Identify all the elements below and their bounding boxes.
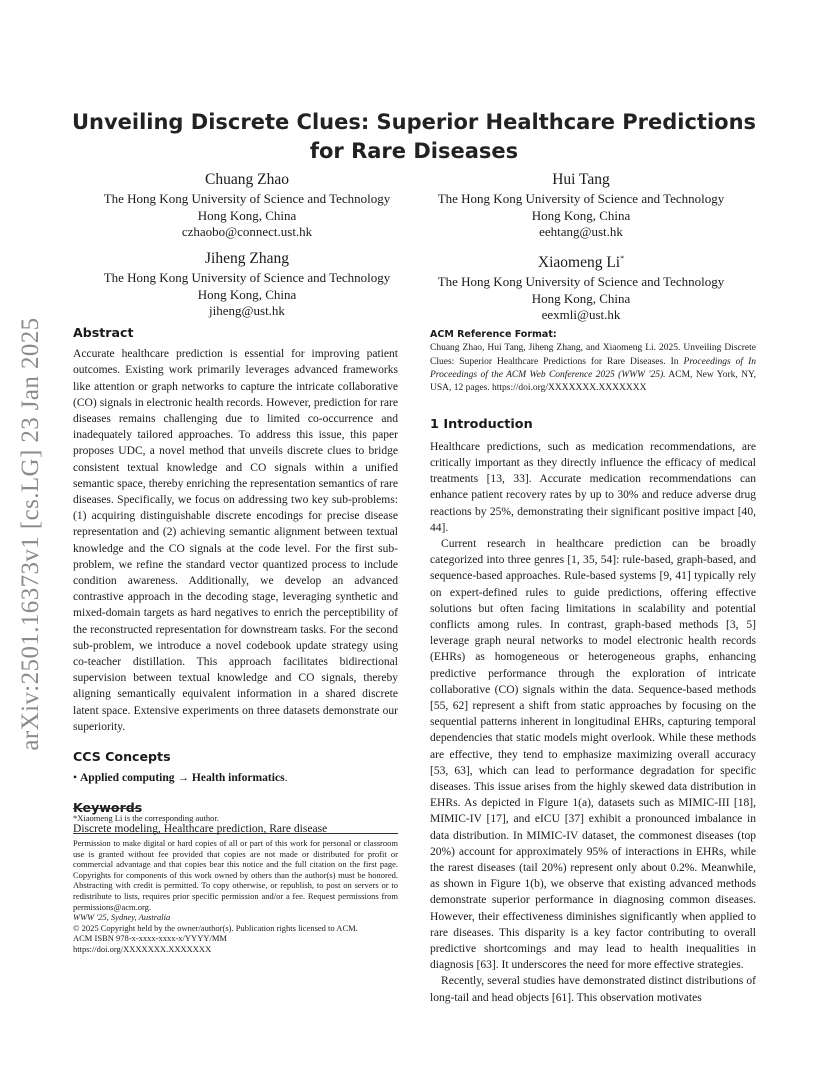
author-location: Hong Kong, China — [197, 286, 297, 302]
author-email[interactable]: jiheng@ust.hk — [209, 303, 285, 318]
ccs-period: . — [284, 772, 288, 785]
ccs-item — [73, 770, 398, 786]
acm-ref-part1: Chuang Zhao, Hui Tang, Jiheng Zhang, and Xiaomeng Li. 2025. Unveiling Discrete Clues: Superior Healthcare Predictions for Rare Diseases. In — [430, 343, 756, 367]
author-name: Xiaomeng Li — [537, 254, 621, 272]
author-affiliation: The Hong Kong University of Science and Technology — [103, 270, 391, 285]
intro-paragraph-2: Current research in healthcare prediction can be broadly categorized into three genres [1, 35, 54]: rule-based, graph-based, and sequence-based approaches. Rule-based systems [9, 41] typically rely on expert-defined rules to guide predictions, offering effective solutions but often facing limitations in scalability and potential conflicts among rules. In contrast, graph-based methods [3, 5] leverage graph neural networks to model electronic health records (EHRs) as homogeneous or heterogeneous graphs, enhancing predictive performance through the exploration of intricate collaborative (CO) signals within the data. Sequence-based methods [55, 62] represent a shift from static approaches by focusing on the sequential patterns inherent in longitudinal EHRs, capturing temporal dependencies that static models might overlook. While these methods are effective, they tend to emphasize maximizing overall accuracy [53, 63], which can lead to performance degradation for specific diseases. This issue arises from the highly skewed data distribution in EHRs. As depicted in Figure 1(a), datasets such as MIMIC-III [18], MIMIC-IV [17], and eICU [37] exhibit a pronounced imbalance in data distribution. In MIMIC-IV dataset, the commonest diseases (top 20%) account for approximately 95% of interactions in EHRs, while the rarest diseases (tail 20%) represent only about 0.2%. Meanwhile, as shown in Figure 1(b), we observe that existing advanced methods demonstrate superior performance in diagnosing common diseases. However, their effectiveness diminishes significantly when applied to rare diseases. This disparity is a key factor contributing to overall predictive shortcomings and may lead to health inequalities in diagnosis [63]. It underscores the need for more effective strategies. — [430, 537, 756, 972]
intro-paragraph-3: Recently, several studies have demonstrated distinct distributions of long-tail and head objects [61]. This observation motivates — [430, 975, 756, 1004]
author-email[interactable]: czhaobo@connect.ust.hk — [181, 224, 313, 239]
author-affiliation: The Hong Kong University of Science and Technology — [103, 191, 391, 206]
permission-block — [73, 838, 398, 955]
isbn-line: ACM ISBN 978-x-xxxx-xxxx-x/YYYY/MM — [73, 933, 227, 944]
author-email[interactable]: eexmli@ust.hk — [541, 307, 621, 323]
author-location: Hong Kong, China — [531, 207, 631, 223]
permission-text: Permission to make digital or hard copies of all or part of this work for personal or classroom use is granted without fee provided that copies are not made or distributed for profit or commercial advantage and that copies bear this notice and the full citation on the first page. Copyrights for components of this work owned by others than the author(s) must be honored. Abstracting with credit is permitted. To copy otherwise, or republish, to post on servers or to redistribute to lists, requires prior specific permission and/or a fee. Request permissions from permissions@acm.org. — [73, 838, 398, 912]
abstract-heading: Abstract — [73, 325, 134, 340]
acm-ref-part2: ACM, New York, NY, USA, 12 pages. https://doi.org/XXXXXXX.XXXXXXX — [430, 369, 756, 394]
footnote-rule — [73, 808, 138, 809]
author-affiliation: The Hong Kong University of Science and Technology — [437, 274, 725, 290]
abstract-text: Accurate healthcare prediction is essential for improving patient outcomes. Existing work primarily leverages advanced frameworks like attention or graph networks to capture the intricate collaborative (CO) signals in electronic health records. However, prediction for rare diseases remains challenging due to limited co-occurrence and inadequately tailored approaches. To address this issue, this paper proposes UDC, a novel method that unveils discrete clues to bridge consistent textual knowledge and CO signals within a unified semantic space, thereby enriching the representation semantics of rare diseases. Specifically, we focus on addressing two key sub-problems: (1) acquiring distinguishable discrete encodings for precise disease representation and (2) achieving semantic alignment between textual knowledge and the CO signals at the code level. For the first sub-problem, we refine the standard vector quantized process to include condition awareness. Additionally, we develop an advanced contrastive approach in the decoding stage, leveraging synthetic and mixed-domain targets as hard negatives to enrich the perceptibility of the reconstructed representation for downstream tasks. For the second sub-problem, we introduce a novel codebook update strategy using co-teacher distillation. This approach facilitates bidirectional supervision between textual knowledge and CO signals, thereby aligning semantically equivalent information in a shared discrete latent space. Extensive experiments on three datasets demonstrate our superiority. — [73, 348, 398, 733]
acm-ref-proceedings: Proceedings of In Proceedings of the ACM Web Conference 2025 (WWW '25). — [430, 356, 756, 380]
left-column — [73, 325, 398, 838]
copyright-line: © 2025 Copyright held by the owner/author(s). Publication rights licensed to ACM. — [73, 922, 358, 933]
acm-reference — [430, 328, 756, 395]
keywords-heading: Keywords — [73, 800, 143, 816]
author-name: Chuang Zhao — [205, 171, 289, 188]
author-location: Hong Kong, China — [531, 290, 631, 306]
right-column — [430, 328, 756, 1006]
ccs-heading: CCS Concepts — [73, 749, 171, 765]
author-name-line — [426, 249, 736, 272]
author-block-1 — [92, 170, 402, 241]
author-email[interactable]: eehtang@ust.hk — [539, 224, 623, 239]
arxiv-stamp: arXiv:2501.16373v1 [cs.LG] 23 Jan 2025 — [17, 317, 44, 751]
author-block-3 — [92, 249, 402, 320]
introduction-heading: 1 Introduction — [430, 417, 533, 433]
author-affiliation: The Hong Kong University of Science and Technology — [437, 191, 725, 206]
ccs-concept: Applied computing → Health informatics — [79, 772, 285, 785]
permission-rule — [73, 833, 398, 834]
acm-reference-text — [430, 342, 756, 395]
paper-title: Unveiling Discrete Clues: Superior Healthcare Predictions for Rare Diseases — [71, 110, 757, 163]
footnote: *Xiaomeng Li is the corresponding author. — [73, 813, 219, 823]
author-location: Hong Kong, China — [197, 207, 297, 223]
doi-line[interactable]: https://doi.org/XXXXXXX.XXXXXXX — [73, 943, 212, 954]
corresponding-mark: * — [620, 254, 625, 263]
author-name: Jiheng Zhang — [205, 250, 289, 267]
author-block-2 — [426, 170, 736, 241]
venue-line: WWW '25, Sydney, Australia — [73, 912, 171, 923]
keywords-text: Discrete modeling, Healthcare prediction, Rare disease — [73, 823, 328, 836]
author-block-4 — [426, 249, 736, 324]
author-name: Hui Tang — [552, 171, 610, 188]
intro-paragraph-1: Healthcare predictions, such as medication recommendations, are critically important as they directly influence the efficacy of medical treatments [13, 33]. Accurate medication recommendations can enhance patient recovery rates by up to 30% and reduce adverse drug reactions by 25%, demonstrating their significant positive impact [40, 44]. — [430, 440, 756, 534]
bullet-glyph: • — [73, 772, 78, 785]
acm-reference-heading: ACM Reference Format: — [430, 329, 557, 340]
